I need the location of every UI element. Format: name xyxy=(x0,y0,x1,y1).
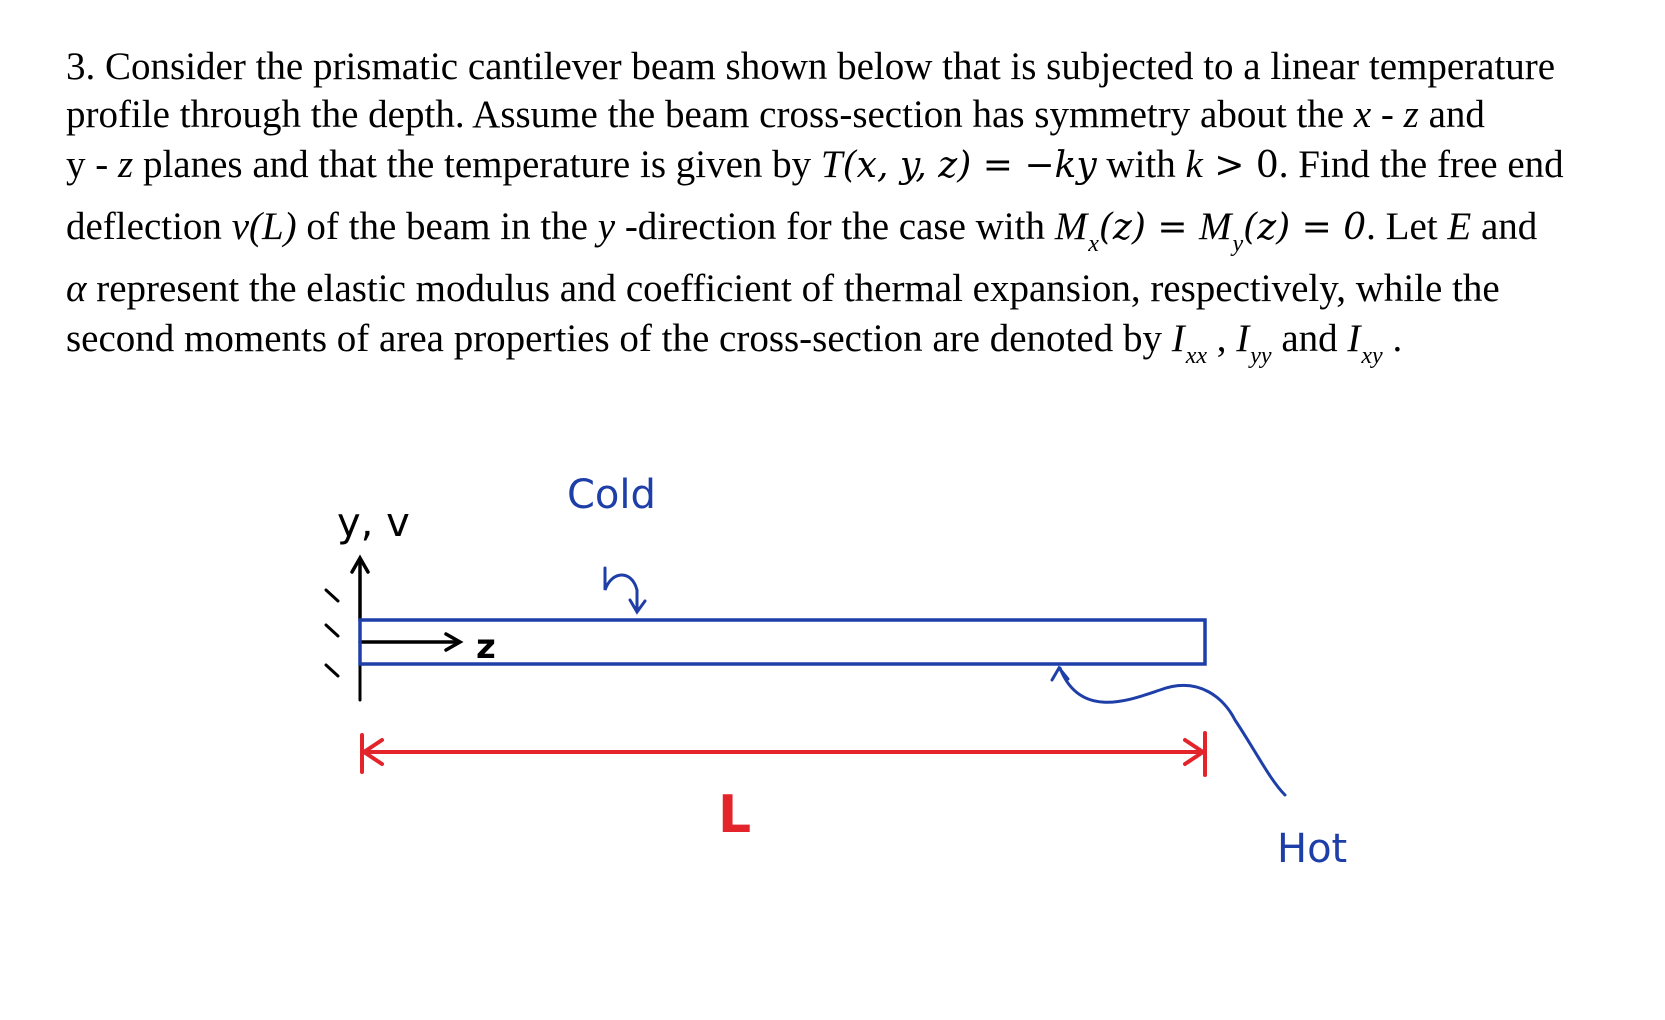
axis-label-z: z xyxy=(476,627,496,667)
y-axis-arrow xyxy=(352,558,368,620)
problem-text: Consider the prismatic cantilever beam shown below that is subjected to a linear temperature xyxy=(105,45,1556,88)
length-dimension xyxy=(362,733,1205,775)
support-hatch xyxy=(326,665,338,676)
math-symbol: k xyxy=(1185,143,1203,186)
z-axis-arrow xyxy=(360,634,460,650)
math-symbol: x xyxy=(1353,93,1372,136)
problem-text: -direction for the case with xyxy=(615,205,1055,248)
cold-label: Cold xyxy=(567,472,656,518)
math-symbol: z xyxy=(1403,93,1419,136)
math-symbol: M xyxy=(1199,205,1232,248)
math-expression: > 0 xyxy=(1202,145,1279,186)
math-symbol: I xyxy=(1236,317,1250,360)
length-label: L xyxy=(718,785,752,845)
hot-arrow xyxy=(1060,668,1285,795)
problem-text: of the beam in the xyxy=(296,205,598,248)
math-expression: (x, y, z) xyxy=(842,145,972,186)
problem-text: . xyxy=(1382,317,1403,360)
problem-text: and xyxy=(1271,317,1348,360)
hot-label: Hot xyxy=(1277,826,1348,872)
problem-text: , xyxy=(1207,317,1237,360)
problem-number: 3. xyxy=(66,45,96,88)
math-symbol: I xyxy=(1171,317,1185,360)
math-expression: (z) = 0 xyxy=(1243,207,1367,248)
problem-text: . Find the free end xyxy=(1278,143,1564,186)
math-symbol: M xyxy=(1054,205,1088,248)
math-symbol: z xyxy=(118,143,134,186)
math-symbol: y xyxy=(597,205,616,248)
support-hatch xyxy=(326,625,338,636)
math-symbol: I xyxy=(1347,317,1361,360)
math-subscript: y xyxy=(1232,231,1244,257)
math-subscript: xx xyxy=(1185,343,1208,369)
math-symbol: v(L) xyxy=(231,205,297,248)
problem-text: represent the elastic modulus and coefficient of thermal expansion, respectively, while the xyxy=(86,267,1500,310)
math-expression: (z) = xyxy=(1098,207,1199,248)
problem-text: planes and that the temperature is given by xyxy=(133,143,821,186)
hot-arrowhead xyxy=(1052,668,1068,680)
problem-text: - xyxy=(85,143,118,186)
math-symbol: E xyxy=(1447,205,1472,248)
math-subscript: xy xyxy=(1361,343,1383,369)
math-subscript: yy xyxy=(1250,343,1272,369)
problem-text: deflection xyxy=(66,205,232,248)
problem-text: and xyxy=(1418,93,1485,136)
problem-text: and xyxy=(1471,205,1538,248)
fixed-support xyxy=(326,582,360,700)
math-subscript: x xyxy=(1088,231,1099,257)
problem-text: with xyxy=(1096,143,1186,186)
math-symbol: y xyxy=(66,143,86,186)
math-symbol: α xyxy=(66,267,87,310)
problem-text: profile through the depth. Assume the beam cross-section has symmetry about the xyxy=(66,93,1354,136)
axis-label-yv: y, v xyxy=(337,500,410,546)
support-hatch xyxy=(326,590,338,601)
math-expression: = −ky xyxy=(971,145,1097,186)
math-symbol: T xyxy=(820,143,843,186)
problem-text: - xyxy=(1371,93,1404,136)
problem-text: . Let xyxy=(1366,205,1448,248)
problem-text: second moments of area properties of the cross-section are denoted by xyxy=(66,317,1172,360)
